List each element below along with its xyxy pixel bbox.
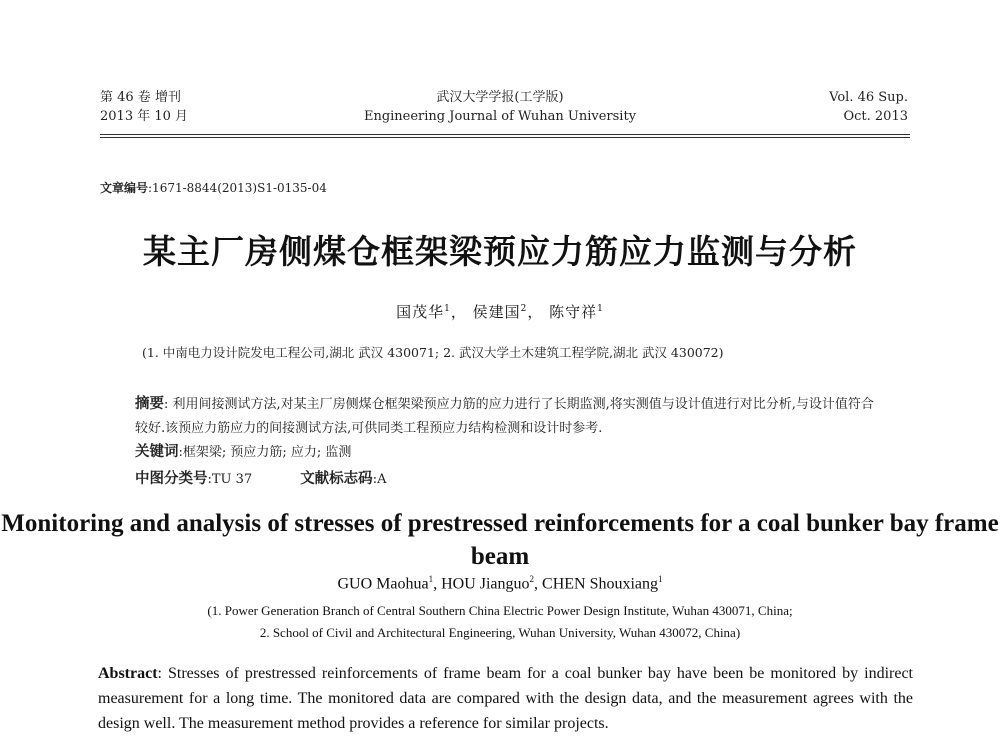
- author-affiliation-mark: 1: [597, 304, 604, 314]
- article-number-value: :1671-8844(2013)S1-0135-04: [148, 181, 327, 195]
- affiliation-en-1: (1. Power Generation Branch of Central Southern China Electric Power Design Institute, Wuhan 430071, China;: [207, 603, 793, 618]
- abstract-en: [98, 661, 913, 736]
- title-zh: 某主厂房侧煤仓框架梁预应力筋应力监测与分析: [143, 232, 857, 271]
- publication-date: 2013 年 10 月: [100, 109, 189, 124]
- doc-code-value: :A: [372, 472, 387, 487]
- article-number-label: 文章编号: [100, 181, 149, 195]
- volume-en: Vol. 46 Sup.: [829, 90, 908, 105]
- doc-code-label: 文献标志码: [300, 471, 373, 487]
- author-name-en: GUO Maohua: [337, 575, 429, 593]
- authors-en: GUO Maohua$^1$, HOU Jianguo$^2$, CHEN Shouxiang$^1$: [337, 574, 663, 593]
- author-affiliation-mark: 1: [428, 574, 434, 584]
- header-rule-bottom: [100, 137, 910, 138]
- author-name-en: CHEN Shouxiang: [542, 575, 659, 593]
- author-name-en: HOU Jianguo: [441, 575, 530, 593]
- author-affiliation-mark: 2: [529, 574, 535, 584]
- date-en: Oct. 2013: [843, 109, 908, 124]
- abstract-en-label: Abstract: [98, 665, 158, 682]
- author-affiliation-mark: 1: [658, 574, 663, 584]
- author-affiliation-mark: 1: [444, 304, 451, 314]
- keywords-text: :框架梁; 预应力筋; 应力; 监测: [178, 445, 352, 460]
- affiliations-zh: (1. 中南电力设计院发电工程公司,湖北 武汉 430071; 2. 武汉大学土木建筑工程学院,湖北 武汉 430072): [142, 345, 724, 360]
- keywords-label: 关键词: [135, 444, 179, 460]
- abstract-zh-text: : 利用间接测试方法,对某主厂房侧煤仓框架梁预应力筋的应力进行了长期监测,将实测值与设计值进行对比分析,与设计值符合较好.该预应力筋应力的间接测试方法,可供同类工程预应力结构检测和设计时参考.: [135, 397, 874, 436]
- title-en: Monitoring and analysis of stresses of prestressed reinforcements for a coal bunker bay frame beam: [1, 510, 999, 570]
- classification: [135, 467, 386, 488]
- abstract-zh-label: 摘要: [135, 396, 164, 412]
- volume-issue: 第 46 卷 增刊: [100, 90, 181, 105]
- affiliation-en-2: 2. School of Civil and Architectural Engineering, Wuhan University, Wuhan 430072, China): [259, 625, 741, 640]
- journal-name-zh: 武汉大学学报(工学版): [436, 90, 564, 105]
- abstract-zh: [135, 392, 875, 441]
- journal-volume-en: [829, 88, 908, 126]
- author-affiliation-mark: 2: [520, 304, 528, 314]
- journal-name-en: Engineering Journal of Wuhan University: [363, 109, 637, 124]
- abstract-en-text: : Stresses of prestressed reinforcements of frame beam for a coal bunker bay have been be monitored by indirect measurement for a long time. The monitored data are compared with the design data, and the measurement agrees with the design well. The measurement method provides a reference for similar projects.: [98, 665, 913, 732]
- clc-value: :TU 37: [207, 472, 253, 487]
- author-name: 陈守祥: [549, 303, 598, 321]
- clc-label: 中图分类号: [135, 471, 208, 487]
- header-rule-top: [100, 134, 910, 135]
- author-name: 国茂华: [396, 303, 445, 321]
- article-number: [100, 179, 327, 196]
- keywords-zh: [135, 440, 351, 461]
- authors-zh: 国茂华$^1$， 侯建国$^2$， 陈守祥$^1$: [396, 303, 604, 321]
- author-name: 侯建国: [472, 303, 521, 321]
